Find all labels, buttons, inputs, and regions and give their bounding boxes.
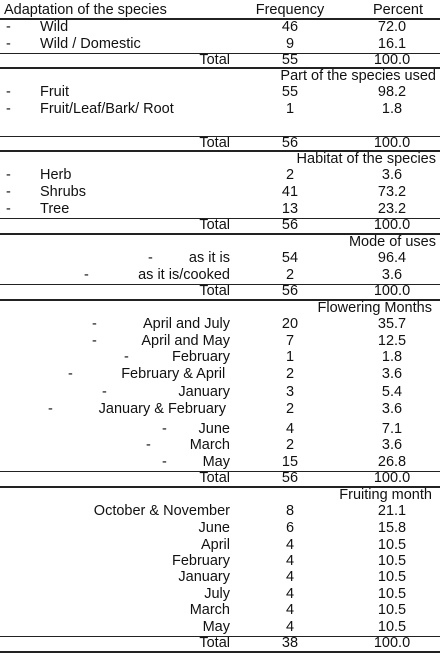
total-percent: 100.0: [373, 283, 411, 299]
row-frequency: 4: [285, 421, 295, 437]
row-label: October & November: [93, 503, 230, 519]
row-dash: -: [84, 267, 89, 283]
row-dash: -: [124, 349, 129, 365]
row-percent: 16.1: [377, 36, 407, 52]
total-label: Total: [199, 135, 230, 151]
row-dash: -: [92, 333, 97, 349]
divider: [0, 53, 440, 54]
section-title: Fruiting month: [339, 487, 432, 503]
row-label: Wild / Domestic: [40, 36, 141, 52]
row-dash: -: [162, 421, 167, 437]
table-row: [0, 602, 443, 619]
total-row: [0, 635, 443, 652]
row-percent: 10.5: [377, 602, 407, 618]
total-percent: 100.0: [373, 217, 411, 233]
row-label: January & February: [98, 401, 226, 417]
total-percent: 100.0: [373, 52, 411, 68]
row-frequency: 20: [281, 316, 299, 332]
row-percent: 73.2: [377, 184, 407, 200]
table-row: [0, 569, 443, 586]
row-label: May: [202, 454, 230, 470]
total-row: [0, 283, 443, 300]
row-dash: -: [92, 316, 97, 332]
section-title-row: [0, 234, 443, 251]
row-dash: -: [6, 201, 11, 217]
table-row: [0, 36, 443, 53]
row-frequency: 13: [281, 201, 299, 217]
row-percent: 3.6: [381, 437, 403, 453]
total-frequency: 56: [281, 217, 299, 233]
table-row: [0, 619, 443, 636]
row-frequency: 41: [281, 184, 299, 200]
row-label: Fruit/Leaf/Bark/ Root: [40, 101, 174, 117]
table-row: [0, 401, 443, 418]
total-label: Total: [199, 52, 230, 68]
header-frequency: Frequency: [255, 2, 325, 18]
row-dash: -: [48, 401, 53, 417]
section-title-row: [0, 68, 443, 85]
row-label: March: [189, 602, 230, 618]
row-frequency: 4: [285, 553, 295, 569]
row-frequency: 6: [285, 520, 295, 536]
row-frequency: 4: [285, 619, 295, 635]
row-frequency: 3: [285, 384, 295, 400]
row-frequency: 2: [285, 267, 295, 283]
row-label: January: [178, 569, 230, 585]
row-dash: -: [68, 366, 73, 382]
table-row: [0, 503, 443, 520]
table-row: [0, 267, 443, 284]
row-label: February & April: [121, 366, 226, 382]
row-frequency: 2: [285, 401, 295, 417]
row-label: February: [171, 553, 230, 569]
row-frequency: 4: [285, 602, 295, 618]
row-frequency: 46: [281, 19, 299, 35]
table-row: [0, 333, 443, 350]
table-row: [0, 537, 443, 554]
table-row: [0, 201, 443, 218]
row-label: as it is: [188, 250, 230, 266]
divider: [0, 136, 440, 137]
row-label: April and May: [141, 333, 230, 349]
row-label: Fruit: [40, 84, 69, 100]
total-label: Total: [199, 283, 230, 299]
row-label: February: [171, 349, 230, 365]
row-label: as it is/cooked: [138, 267, 230, 283]
row-percent: 96.4: [377, 250, 407, 266]
divider: [0, 471, 440, 472]
divider: [0, 218, 440, 219]
row-label: May: [202, 619, 230, 635]
row-label: Shrubs: [40, 184, 86, 200]
row-frequency: 2: [285, 366, 295, 382]
row-percent: 3.6: [381, 267, 403, 283]
row-percent: 12.5: [377, 333, 407, 349]
section-title: Part of the species used: [280, 68, 436, 84]
total-frequency: 56: [281, 283, 299, 299]
section-title: Habitat of the species: [296, 151, 436, 167]
row-label: April and July: [142, 316, 230, 332]
table-row: [0, 101, 443, 118]
row-dash: -: [162, 454, 167, 470]
divider: [0, 636, 440, 637]
row-percent: 10.5: [377, 553, 407, 569]
row-frequency: 9: [285, 36, 295, 52]
total-frequency: 56: [281, 470, 299, 486]
row-dash: -: [102, 384, 107, 400]
table-row: [0, 167, 443, 184]
row-percent: 21.1: [377, 503, 407, 519]
table-row: [0, 250, 443, 267]
row-frequency: 2: [285, 437, 295, 453]
table-row: [0, 454, 443, 471]
row-percent: 10.5: [377, 586, 407, 602]
total-label: Total: [199, 217, 230, 233]
table-row: [0, 349, 443, 366]
row-dash: -: [6, 36, 11, 52]
table-row: [0, 19, 443, 36]
row-frequency: 4: [285, 586, 295, 602]
header-adaptation: Adaptation of the species: [4, 2, 167, 18]
row-label: June: [198, 520, 230, 536]
row-percent: 1.8: [381, 101, 403, 117]
row-dash: -: [146, 437, 151, 453]
row-dash: -: [6, 167, 11, 183]
total-label: Total: [199, 635, 230, 651]
row-percent: 5.4: [381, 384, 403, 400]
row-percent: 3.6: [381, 366, 403, 382]
row-frequency: 55: [281, 84, 299, 100]
table-row: [0, 421, 443, 438]
total-row: [0, 217, 443, 234]
row-frequency: 4: [285, 569, 295, 585]
total-percent: 100.0: [373, 635, 411, 651]
row-percent: 26.8: [377, 454, 407, 470]
section-title-row: [0, 300, 443, 317]
row-frequency: 1: [285, 349, 295, 365]
row-percent: 10.5: [377, 537, 407, 553]
table-row: [0, 316, 443, 333]
section-title: Flowering Months: [317, 300, 432, 316]
row-dash: -: [6, 19, 11, 35]
table-row: [0, 586, 443, 603]
table-row: [0, 84, 443, 101]
row-label: April: [200, 537, 230, 553]
row-frequency: 2: [285, 167, 295, 183]
row-percent: 1.8: [381, 349, 403, 365]
row-percent: 98.2: [377, 84, 407, 100]
row-percent: 7.1: [381, 421, 403, 437]
row-percent: 3.6: [381, 167, 403, 183]
row-percent: 15.8: [377, 520, 407, 536]
row-dash: -: [6, 101, 11, 117]
row-dash: -: [148, 250, 153, 266]
row-frequency: 7: [285, 333, 295, 349]
row-frequency: 54: [281, 250, 299, 266]
section-title-row: [0, 151, 443, 168]
total-label: Total: [199, 470, 230, 486]
row-label: June: [198, 421, 230, 437]
divider: [0, 284, 440, 285]
total-frequency: 56: [281, 135, 299, 151]
table-row: [0, 184, 443, 201]
row-percent: 72.0: [377, 19, 407, 35]
total-frequency: 55: [281, 52, 299, 68]
row-frequency: 1: [285, 101, 295, 117]
table-row: [0, 520, 443, 537]
row-dash: -: [6, 184, 11, 200]
table-row: [0, 384, 443, 401]
row-percent: 23.2: [377, 201, 407, 217]
row-percent: 10.5: [377, 569, 407, 585]
table-row: [0, 437, 443, 454]
row-label: Herb: [40, 167, 72, 183]
total-frequency: 38: [281, 635, 299, 651]
total-row: [0, 470, 443, 487]
row-label: July: [204, 586, 230, 602]
total-percent: 100.0: [373, 135, 411, 151]
section-title: Mode of uses: [348, 234, 436, 250]
row-frequency: 15: [281, 454, 299, 470]
table-row: [0, 553, 443, 570]
row-frequency: 8: [285, 503, 295, 519]
row-percent: 35.7: [377, 316, 407, 332]
row-label: January: [178, 384, 230, 400]
row-percent: 10.5: [377, 619, 407, 635]
total-percent: 100.0: [373, 470, 411, 486]
row-label: Tree: [40, 201, 70, 217]
section-title-row: [0, 487, 443, 504]
header-percent: Percent: [373, 2, 423, 18]
header-row: [0, 2, 443, 19]
table-row: [0, 366, 443, 383]
row-frequency: 4: [285, 537, 295, 553]
row-dash: -: [6, 84, 11, 100]
row-label: March: [189, 437, 230, 453]
row-label: Wild: [40, 19, 69, 35]
row-percent: 3.6: [381, 401, 403, 417]
